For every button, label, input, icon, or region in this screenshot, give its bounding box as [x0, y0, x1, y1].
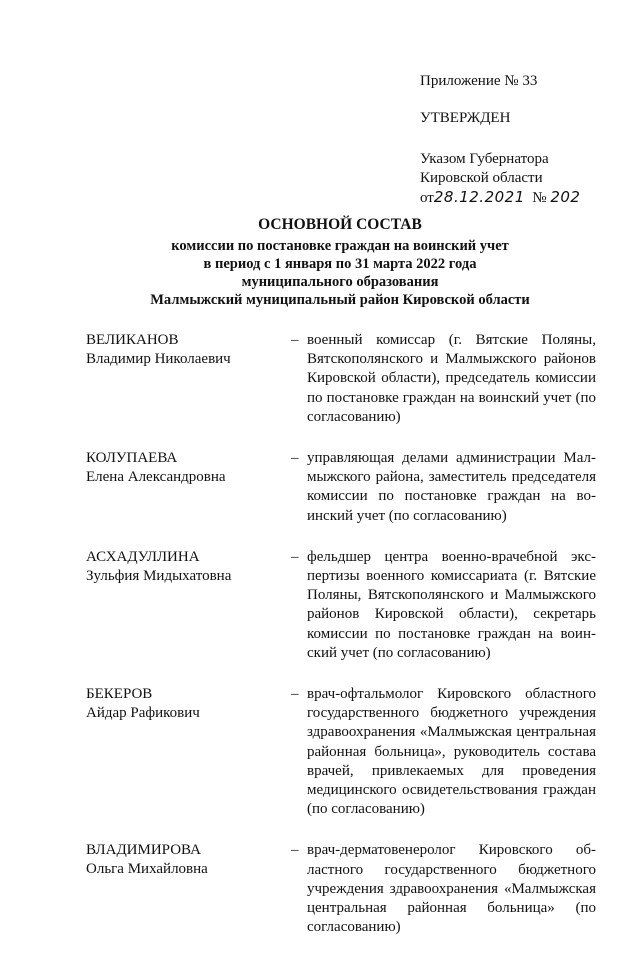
member-surname: АСХАДУЛЛИНА: [86, 548, 200, 565]
title-line-2: в период с 1 января по 31 марта 2022 года: [203, 256, 477, 272]
title-line-4: Малмыжский муниципальный район Кировской области: [150, 292, 530, 308]
member-name: Зульфия Мидыхатовна: [86, 567, 232, 584]
member-person: [86, 331, 286, 369]
members-list: [86, 331, 596, 959]
member-person: [86, 685, 286, 723]
title-line-1: комиссии по постановке граждан на воинский учет: [171, 238, 509, 254]
decree-date-line: [420, 188, 620, 208]
member-dash: –: [291, 548, 299, 565]
member-dash: –: [291, 450, 299, 467]
member-person: [86, 841, 286, 879]
member-entry: [86, 841, 596, 937]
member-dash: –: [291, 332, 299, 348]
member-role: врач-офтальмолог Кировского областного государственного бюджетного учреждения здравоохранения «Малмыжская центральная районная больница», руководитель состава врачей, привлекаемых для проведения медицинского освидетельствования граждан (по согласованию): [307, 686, 596, 818]
date-prefix: от: [420, 190, 434, 206]
member-entry: [86, 548, 596, 663]
number-prefix: №: [532, 190, 547, 206]
member-entry: [86, 685, 596, 819]
handwritten-date: 28.12.2021: [433, 188, 525, 206]
decree-line-2: Кировской области: [420, 170, 543, 186]
member-role: врач-дерматовенеролог Кировского областного государственного бюджетного учреждения здравоохранения «Малмыжская центральная районная больница» (по согласованию): [307, 842, 596, 936]
member-role: управляющая делами администрации Малмыжского района, заместитель председателя комиссии по постановке граждан на воинский учет (по согласованию): [307, 450, 596, 524]
member-name: Владимир Николаевич: [86, 351, 231, 367]
title-line-3: муниципального образования: [241, 274, 439, 290]
member-entry: [86, 331, 596, 427]
member-person: [86, 548, 286, 586]
appendix-number: Приложение № 33: [420, 73, 538, 89]
title-main: ОСНОВНОЙ СОСТАВ: [258, 216, 422, 233]
member-name: Айдар Рафикович: [86, 705, 200, 722]
member-role: фельдшер центра военно-врачебной экспертизы военного комиссариата (г. Вятские Поляны, Вятскополянского и Малмыжского районов Кировской области), секретарь комиссии по постановке граждан на воинский учет (по согласованию): [307, 548, 596, 661]
approved-label: УТВЕРЖДЕН: [420, 110, 511, 126]
member-surname: КОЛУПАЕВА: [86, 450, 178, 467]
member-surname: БЕКЕРОВ: [86, 686, 153, 703]
decree-line-1: Указом Губернатора: [420, 151, 549, 167]
member-dash: –: [291, 842, 299, 859]
member-name: Ольга Михайловна: [86, 861, 208, 878]
document-title: [60, 215, 620, 309]
appendix-block: [420, 72, 620, 208]
member-role: военный комиссар (г. Вятские Поляны, Вятскополянского и Малмыжского районов Кировской области), председатель комиссии по постановке граждан на воинский учет (по согласованию): [307, 332, 596, 425]
handwritten-number: 202: [550, 188, 581, 206]
member-person: [86, 449, 286, 487]
member-name: Елена Александровна: [86, 469, 226, 486]
member-dash: –: [291, 686, 299, 703]
member-surname: ВЕЛИКАНОВ: [86, 332, 179, 348]
member-entry: [86, 449, 596, 526]
member-surname: ВЛАДИМИРОВА: [86, 842, 201, 859]
